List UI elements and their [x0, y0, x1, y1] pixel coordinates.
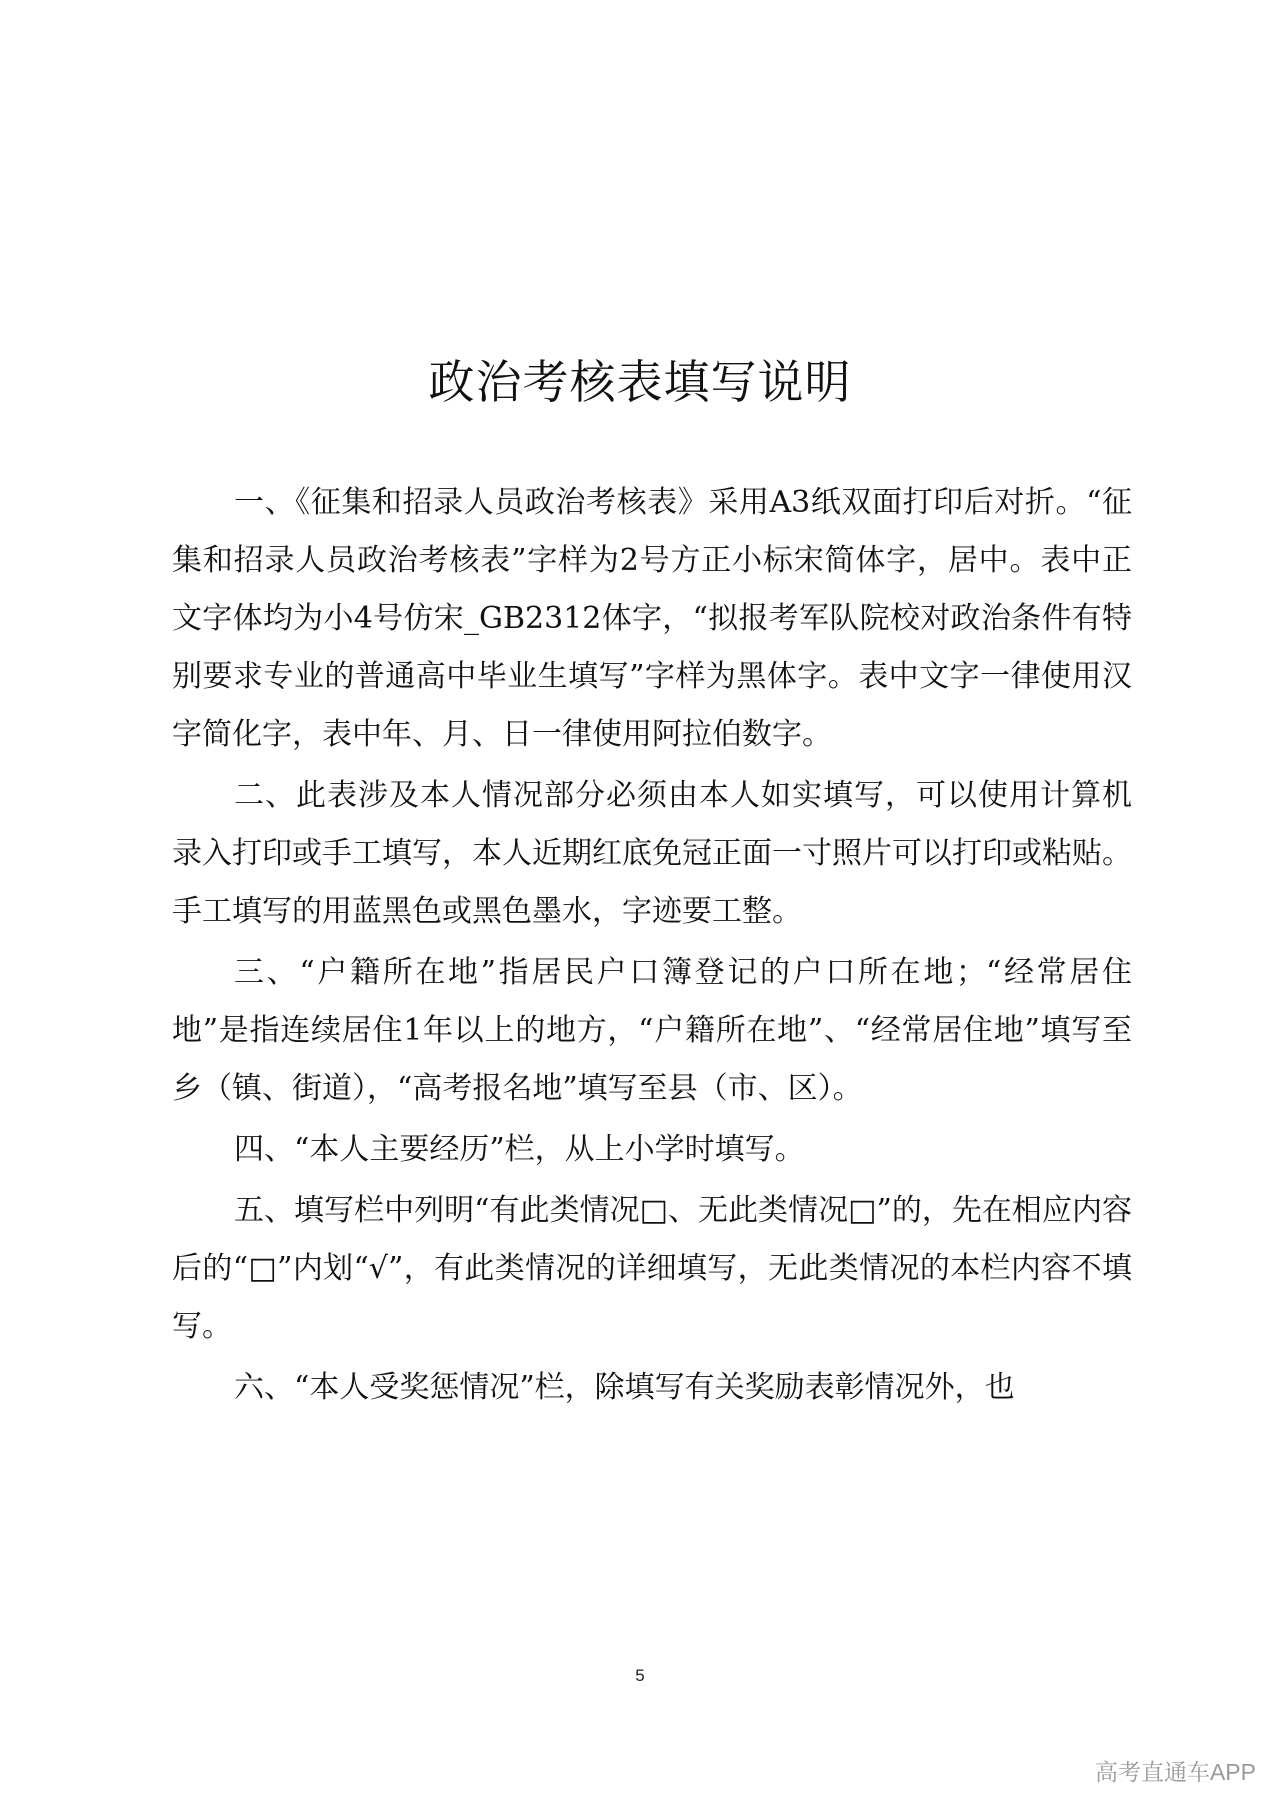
paragraph-6: 六、“本人受奖惩情况”栏，除填写有关奖励表彰情况外，也: [234, 1370, 1015, 1405]
page-number: 5: [635, 1666, 645, 1685]
watermark: 高考直通车APP: [1094, 1759, 1256, 1785]
paragraph-2: 二、此表涉及本人情况部分必须由本人如实填写，可以使用计算机录入打印或手工填写，本人近期红底免冠正面一寸照片可以打印或粘贴。手工填写的用蓝黑色或黑色墨水，字迹要工整。: [172, 778, 1132, 929]
page-title: 政治考核表填写说明: [428, 355, 852, 409]
paragraph-4: 四、“本人主要经历”栏，从上小学时填写。: [234, 1132, 805, 1167]
document-body: [172, 474, 1132, 1420]
paragraph-1: 一、《征集和招录人员政治考核表》采用A3纸双面打印后对折。“征集和招录人员政治考核表”字样为2号方正小标宋简体字，居中。表中正文字体均为小4号仿宋_GB2312体字，“拟报考军队院校对政治条件有特别要求专业的普通高中毕业生填写”字样为黑体字。表中文字一律使用汉字简化字，表中年、月、日一律使用阿拉伯数字。: [172, 485, 1132, 752]
paragraph-3: 三、“户籍所在地”指居民户口簿登记的户口所在地；“经常居住地”是指连续居住1年以上的地方，“户籍所在地”、“经常居住地”填写至乡（镇、街道），“高考报名地”填写至县（市、区）。: [172, 955, 1132, 1106]
paragraph-5: 五、填写栏中列明“有此类情况□、无此类情况□”的，先在相应内容后的“□”内划“√”，有此类情况的详细填写，无此类情况的本栏内容不填写。: [172, 1193, 1132, 1344]
